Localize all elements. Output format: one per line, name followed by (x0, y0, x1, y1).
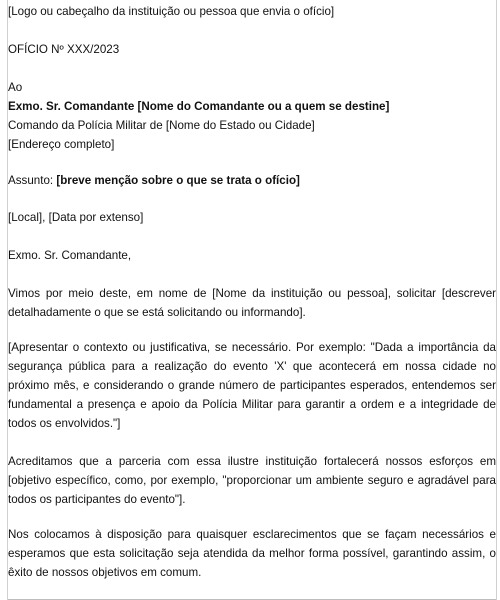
document-page (7, 0, 497, 600)
place-date: [Local], [Data por extenso] (8, 211, 144, 224)
recipient-address: [Endereço completo] (8, 138, 115, 151)
subject-line (8, 171, 496, 190)
oficio-number: OFÍCIO Nº XXX/2023 (8, 43, 120, 56)
header-placeholder: [Logo ou cabeçalho da instituição ou pessoa que envia o ofício] (8, 5, 335, 18)
recipient-to: Ao (8, 81, 23, 94)
subject-text: [breve menção sobre o que se trata o ofício] (56, 174, 300, 187)
body-paragraph-3: Acreditamos que a parceria com essa ilustre instituição fortalecerá nossos esforços em [objetivo específico, como, por exemplo, "proporcionar um ambiente seguro e agradável para todos os participantes do evento"]. (8, 455, 496, 506)
body-paragraph-1: Vimos por meio deste, em nome de [Nome da instituição ou pessoa], solicitar [descrever detalhadamente o que se está solicitando ou informando]. (8, 287, 496, 319)
recipient-unit: Comando da Polícia Militar de [Nome do Estado ou Cidade] (8, 119, 315, 132)
salutation: Exmo. Sr. Comandante, (8, 249, 132, 262)
body-paragraph-2: [Apresentar o contexto ou justificativa, se necessário. Por exemplo: "Dada a importância da segurança pública para a realização do evento 'X' que acontecerá em nossa cidade no próximo mês, e considerando o grande número de participantes esperados, entendemos ser fundamental a presença e apoio da Polícia Militar para garantir a ordem e a integridade de todos os envolvidos."] (8, 341, 496, 430)
recipient-name: Exmo. Sr. Comandante [Nome do Comandante ou a quem se destine] (8, 100, 390, 113)
body-paragraph-4: Nos colocamos à disposição para quaisquer esclarecimentos que se façam necessários e esperamos que esta solicitação seja atendida da melhor forma possível, garantindo assim, o êxito de nossos objetivos em comum. (8, 528, 496, 579)
subject-label: Assunto: (8, 174, 54, 187)
